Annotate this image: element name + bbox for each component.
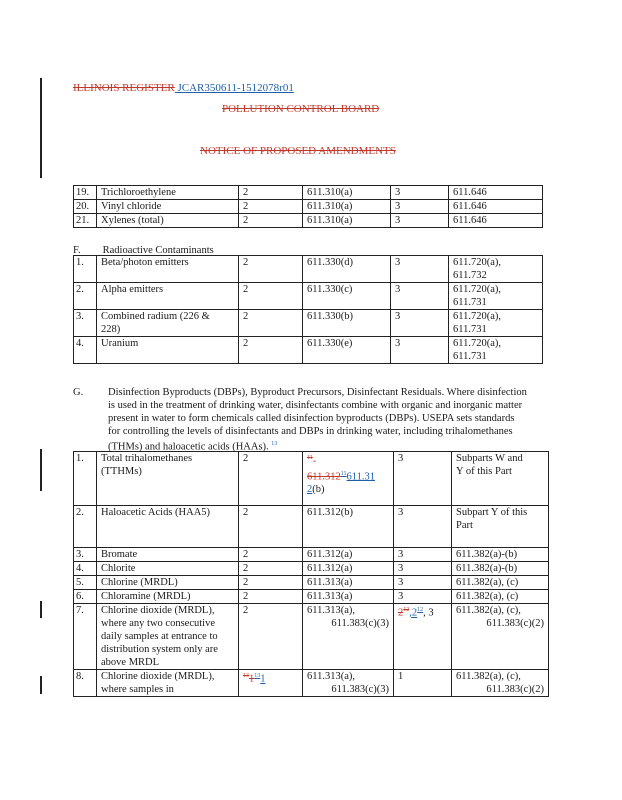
table-row: 21. Xylenes (total) 2 611.310(a) 3 611.646 (74, 214, 543, 228)
table-row: 6. Chloramine (MRDL) 2 611.313(a) 3 611.382(a), (c) (74, 590, 549, 604)
table-row: 4. Chlorite 2 611.312(a) 3 611.382(a)-(b) (74, 562, 549, 576)
register-header (73, 82, 294, 94)
dbp-table (73, 451, 549, 697)
section-g-paragraph: Disinfection Byproducts (DBPs), Byproduct Precursors, Disinfectant Residuals. Where disinfection is used in the treatment of drinking water, disinfectants combine with organic and inorganic matter present in water to form chemicals called disinfection byproducts (DBPs). USEPA sets standards for controlling the levels of disinfectants and DBPs in drinking water, including trihalomethanes (THMs) and haloacetic acids (HAAs). $^{13}$ (108, 387, 527, 453)
table-row: 2. Alpha emitters 2 611.330(c) 3 611.720(a), 611.731 (74, 283, 543, 310)
table-row: 4. Uranium 2 611.330(e) 3 611.720(a), 611.731 (74, 337, 543, 364)
notice-title: NOTICE OF PROPOSED AMENDMENTS (200, 145, 396, 157)
table-row: 7. Chlorine dioxide (MRDL), where any two consecutive daily samples at entrance to distribution system only are above MRDL 2 611.313(a), 611.383(c)(3) $2^{12},2^{12}$, 3 611.382(a), (c), 611.383(c)(2) (74, 604, 549, 670)
radioactive-table (73, 255, 543, 364)
register-struck: ILLINOIS REGISTER (73, 82, 175, 94)
table-row: 3. Bromate 2 611.312(a) 3 611.382(a)-(b) (74, 548, 549, 562)
table-row: 8. Chlorine dioxide (MRDL), where samples in $^{13}1^{13}1$ 611.313(a), 611.383(c)(3) 1 611.382(a), (c), 611.383(c)(2) (74, 670, 549, 697)
table-row: 19. Trichloroethylene 2 611.310(a) 3 611.646 (74, 186, 543, 200)
change-bar (40, 676, 42, 694)
table-row: 20. Vinyl chloride 2 611.310(a) 3 611.646 (74, 200, 543, 214)
table-row: 5. Chlorine (MRDL) 2 611.313(a) 3 611.382(a), (c) (74, 576, 549, 590)
table-row: 1. Total trihalomethanes (TTHMs) 2 $^{11}$- 611.312$^{11}$611.31 2(b) 3 Subparts W and Y of this Part (74, 452, 549, 506)
table-row: 1. Beta/photon emitters 2 611.330(d) 3 611.720(a), 611.732 (74, 256, 543, 283)
change-bar (40, 449, 42, 491)
section-g-letter: G. (73, 387, 84, 398)
section-f-heading: F. Radioactive Contaminants (73, 245, 214, 256)
change-bar (40, 78, 42, 178)
table-row: 3. Combined radium (226 & 228) 2 611.330(b) 3 611.720(a), 611.731 (74, 310, 543, 337)
table-row: 2. Haloacetic Acids (HAA5) 2 611.312(b) 3 Subpart Y of this Part (74, 506, 549, 548)
register-inserted: JCAR350611-1512078r01 (177, 82, 294, 94)
contaminant-table-top (73, 185, 543, 228)
change-bar (40, 601, 42, 618)
board-title: POLLUTION CONTROL BOARD (222, 103, 380, 115)
